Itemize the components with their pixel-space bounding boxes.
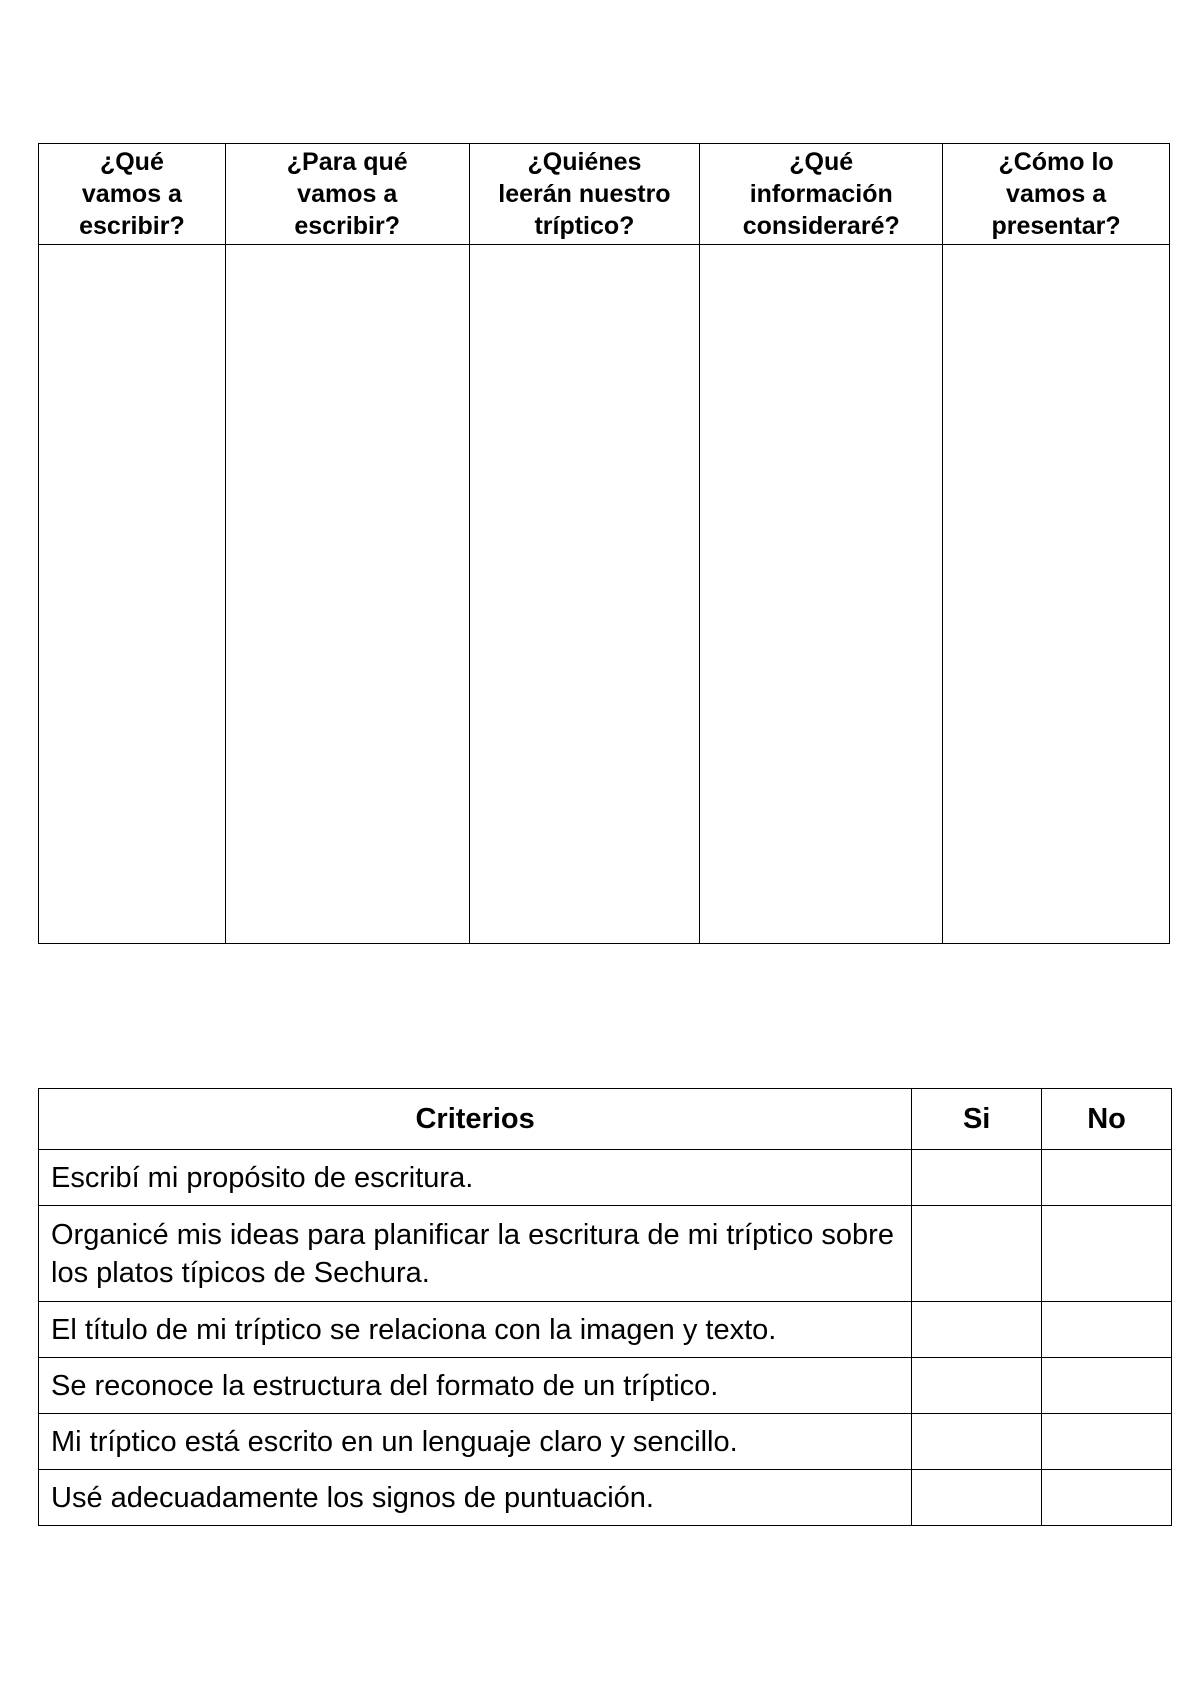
yes-check-cell[interactable] [912,1302,1042,1358]
criteria-row [39,1302,1172,1358]
yes-check-cell[interactable] [912,1150,1042,1206]
no-check-cell[interactable] [1042,1150,1172,1206]
criteria-row [39,1414,1172,1470]
answer-cell-what-information[interactable] [700,245,943,944]
criterion-text: Mi tríptico está escrito en un lenguaje claro y sencillo. [39,1414,912,1470]
yes-column-header: Si [912,1089,1042,1150]
criterion-text: Escribí mi propósito de escritura. [39,1150,912,1206]
header-who-reads: ¿Quiénes leerán nuestro tríptico? [469,144,700,245]
header-how-present: ¿Cómo lo vamos a presentar? [943,144,1170,245]
criteria-row [39,1206,1172,1302]
criteria-row [39,1150,1172,1206]
criterion-text: Organicé mis ideas para planificar la escritura de mi tríptico sobre los platos típicos de Sechura. [39,1206,912,1302]
planning-table [38,143,1170,944]
criterion-text: El título de mi tríptico se relaciona con la imagen y texto. [39,1302,912,1358]
criteria-table [38,1088,1172,1526]
no-check-cell[interactable] [1042,1414,1172,1470]
answer-cell-how-present[interactable] [943,245,1170,944]
answer-cell-what-to-write[interactable] [39,245,226,944]
answer-cell-why-write[interactable] [225,245,469,944]
criterion-text: Usé adecuadamente los signos de puntuación. [39,1470,912,1526]
yes-check-cell[interactable] [912,1358,1042,1414]
criteria-column-header: Criterios [39,1089,912,1150]
no-check-cell[interactable] [1042,1470,1172,1526]
planning-header-row [39,144,1170,245]
yes-check-cell[interactable] [912,1206,1042,1302]
header-what-information: ¿Qué información consideraré? [700,144,943,245]
criteria-header-row [39,1089,1172,1150]
criteria-row [39,1358,1172,1414]
criterion-text: Se reconoce la estructura del formato de un tríptico. [39,1358,912,1414]
no-check-cell[interactable] [1042,1206,1172,1302]
planning-answer-row [39,245,1170,944]
no-column-header: No [1042,1089,1172,1150]
answer-cell-who-reads[interactable] [469,245,700,944]
yes-check-cell[interactable] [912,1470,1042,1526]
header-what-to-write: ¿Qué vamos a escribir? [39,144,226,245]
no-check-cell[interactable] [1042,1302,1172,1358]
no-check-cell[interactable] [1042,1358,1172,1414]
yes-check-cell[interactable] [912,1414,1042,1470]
header-why-write: ¿Para qué vamos a escribir? [225,144,469,245]
criteria-row [39,1470,1172,1526]
